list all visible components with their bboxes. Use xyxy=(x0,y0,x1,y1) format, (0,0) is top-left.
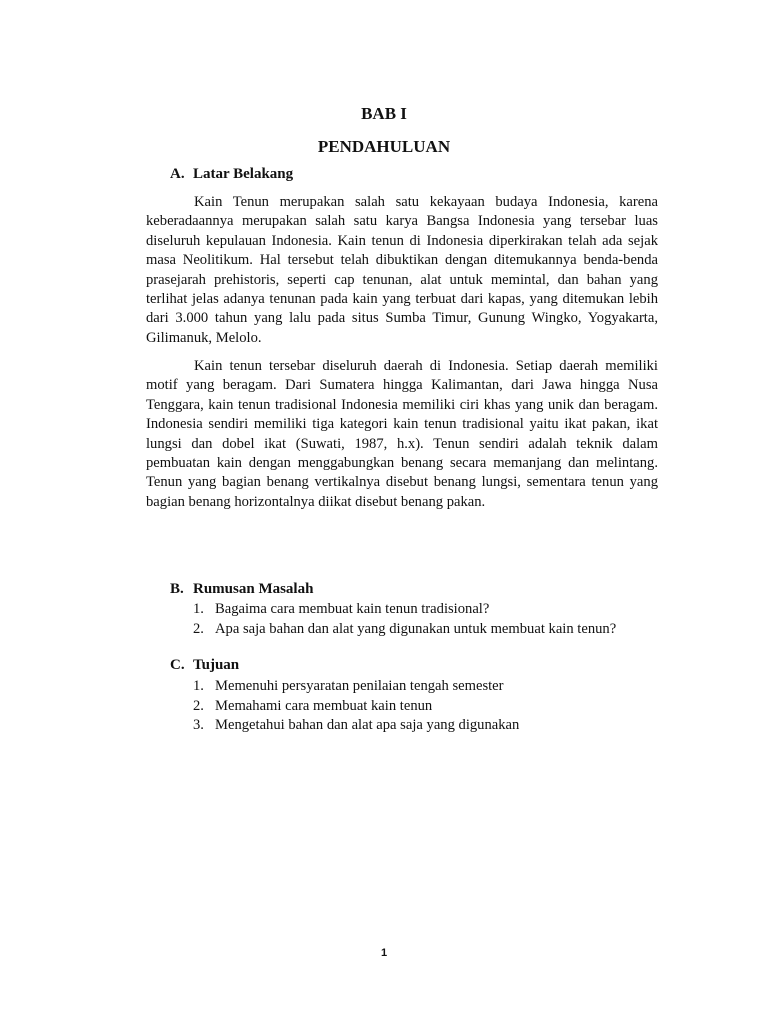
chapter-title: PENDAHULUAN xyxy=(317,137,451,156)
tujuan-list xyxy=(193,677,519,736)
page-number: 1 xyxy=(380,947,388,959)
section-b-letter: B. xyxy=(170,581,184,597)
list-item-number: 1. xyxy=(193,601,204,617)
section-c-letter: C. xyxy=(170,657,185,673)
section-a-title: Latar Belakang xyxy=(193,166,294,182)
list-item-text: Memahami cara membuat kain tenun xyxy=(215,697,433,714)
list-item xyxy=(193,600,616,620)
list-item-number: 2. xyxy=(193,620,204,637)
list-item-number: 3. xyxy=(193,717,204,734)
section-a-heading xyxy=(170,166,293,183)
section-b-title: Rumusan Masalah xyxy=(193,581,314,597)
paragraph-2: Kain tenun tersebar diseluruh daerah di Indonesia. Setiap daerah memiliki motif yang beragam. Dari Sumatera hingga Kalimantan, dari Jawa hingga Nusa Tenggara, kain tenun tradisional Indonesia memiliki ciri khas yang unik dan beragam. Indonesia sendiri memiliki tiga kategori kain tenun tradisional yaitu ikat pakan, ikat lungsi dan dobel ikat (Suwati, 1987, h.x). Tenun sendiri adalah teknik dalam pembuatan kain dengan menggabungkan benang secara memanjang dan melintang. Tenun yang bagian benang vertikalnya disebut benang lungsi, sementara tenun yang bagian benang horizontalnya diikat disebut benang pakan. xyxy=(146,358,658,510)
paragraph-1: Kain Tenun merupakan salah satu kekayaan budaya Indonesia, karena keberadaannya merupakan salah satu karya Bangsa Indonesia yang tersebar luas diseluruh kepulauan Indonesia. Kain tenun di Indonesia diperkirakan telah ada sejak masa Neolitikum. Hal tersebut telah dibuktikan dengan ditemukannya benda-benda prasejarah prehistoris, seperti cap tenunan, alat untuk memintal, dan bahan yang terlihat jelas adanya tenunan pada kain yang terbuat dari kapas, yang ditemukan lebih dari 3.000 tahun yang lalu pada situs Sumba Timur, Gunung Wingko, Yogyakarta, Gilimanuk, Melolo. xyxy=(146,194,658,346)
list-item-number: 1. xyxy=(193,678,204,694)
section-b-heading xyxy=(170,581,313,598)
section-c-heading xyxy=(170,657,239,674)
chapter-number: BAB I xyxy=(361,104,407,123)
list-item-text: Mengetahui bahan dan alat apa saja yang digunakan xyxy=(215,717,520,734)
list-item-text: Bagaima cara membuat kain tenun tradisional? xyxy=(215,601,490,617)
list-item-text: Apa saja bahan dan alat yang digunakan untuk membuat kain tenun? xyxy=(215,620,617,637)
list-item xyxy=(193,697,519,717)
rumusan-masalah-list xyxy=(193,600,616,639)
list-item-number: 2. xyxy=(193,697,204,714)
section-c-title: Tujuan xyxy=(193,657,240,673)
list-item xyxy=(193,620,616,640)
section-a-letter: A. xyxy=(170,166,185,182)
list-item xyxy=(193,677,519,697)
list-item-text: Memenuhi persyaratan penilaian tengah semester xyxy=(215,678,504,694)
list-item xyxy=(193,716,519,736)
